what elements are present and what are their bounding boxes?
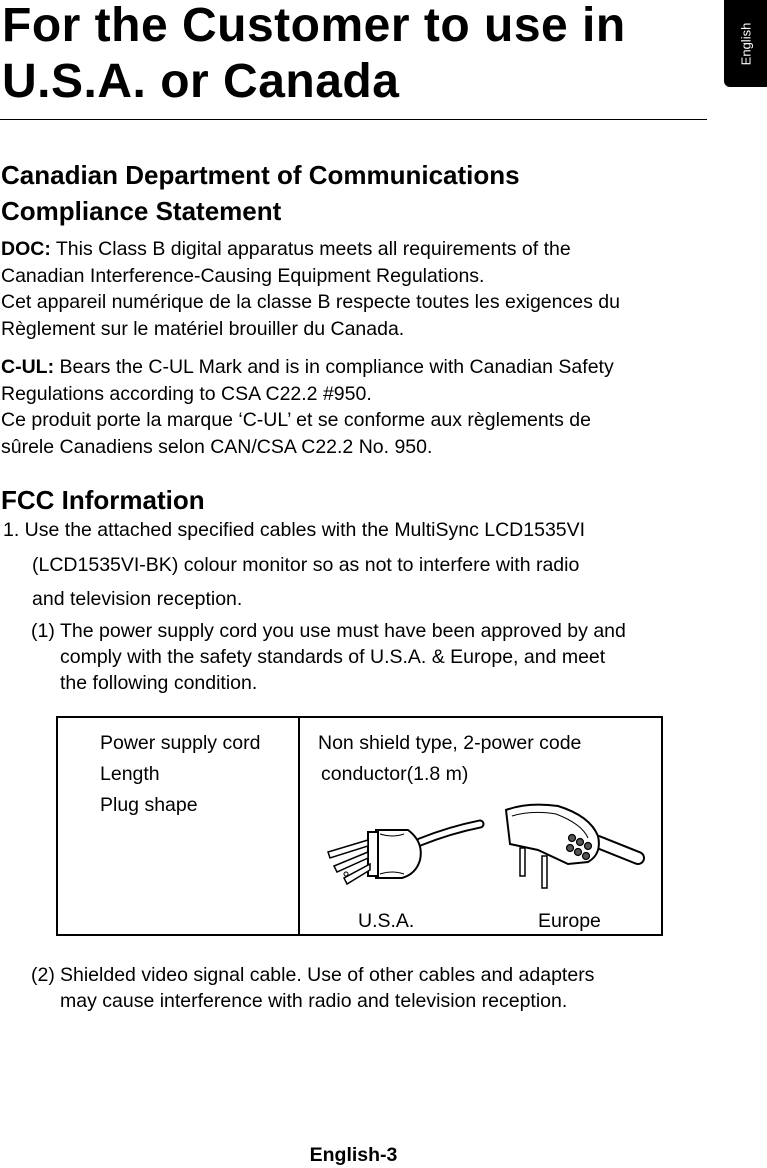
doc-line-3: Cet appareil numérique de la classe B respecte toutes les exigences du <box>1 291 620 313</box>
value-power-supply-cord: Non shield type, 2-power code <box>318 732 582 754</box>
usa-plug-icon <box>320 816 490 886</box>
page-title <box>2 0 702 110</box>
value-length: conductor(1.8 m) <box>321 763 469 785</box>
cul-line-2: Regulations according to CSA C22.2 #950. <box>1 382 372 405</box>
power-cord-spec-table <box>56 716 663 936</box>
label-power-supply-cord: Power supply cord <box>100 732 261 754</box>
canadian-heading <box>1 157 520 229</box>
cul-line-4: sûrele Canadiens selon CAN/CSA C22.2 No. 950. <box>1 435 433 458</box>
fcc-item-1-line-2: (LCD1535VI-BK) colour monitor so as not to interfere with radio <box>32 554 580 576</box>
fcc-item-1-line-1: 1. Use the attached specified cables with the MultiSync LCD1535VI <box>3 519 586 541</box>
canadian-heading-line-2: Compliance Statement <box>1 196 282 226</box>
cul-line-3: Ce produit porte la marque ‘C-UL’ et se conforme aux règlements de <box>1 409 591 431</box>
sub-item-2-line-1: Shielded video signal cable. Use of other cables and adapters <box>60 964 595 986</box>
doc-line-1: This Class B digital apparatus meets all requirements of the <box>50 238 571 260</box>
cul-line-1: Bears the C-UL Mark and is in compliance with Canadian Safety <box>54 356 614 378</box>
plug-label-usa: U.S.A. <box>358 910 415 932</box>
cul-statement <box>1 354 711 460</box>
sub-item-1-line-2: comply with the safety standards of U.S.A. & Europe, and meet <box>60 646 606 668</box>
doc-statement <box>1 236 711 342</box>
canadian-heading-line-1: Canadian Department of Communications <box>1 160 520 190</box>
doc-line-4: Règlement sur le matériel brouiller du Canada. <box>1 317 405 340</box>
doc-label: DOC: <box>1 238 51 260</box>
label-plug-shape: Plug shape <box>100 794 198 816</box>
page-number: English-3 <box>309 1144 398 1166</box>
sub-item-2-line-2: may cause interference with radio and television reception. <box>60 990 568 1012</box>
fcc-heading: FCC Information <box>1 485 205 515</box>
sub-item-2-number: (2) <box>31 964 55 986</box>
title-divider <box>0 119 707 120</box>
label-length: Length <box>100 763 160 785</box>
title-line-2: U.S.A. or Canada <box>2 55 400 108</box>
sub-item-1-line-1: The power supply cord you use must have been approved by and <box>60 620 626 642</box>
sub-item-1-line-3: the following condition. <box>60 672 258 694</box>
cul-label: C-UL: <box>1 356 55 378</box>
title-line-1: For the Customer to use in <box>2 0 626 52</box>
language-tab <box>724 0 767 87</box>
table-column-divider <box>298 718 300 934</box>
fcc-item-1-line-3: and television reception. <box>32 588 243 610</box>
language-tab-label: English <box>738 22 753 65</box>
europe-plug-icon <box>498 802 658 892</box>
doc-line-2: Canadian Interference-Causing Equipment Regulations. <box>1 264 485 287</box>
sub-item-1-number: (1) <box>31 620 55 642</box>
plug-label-europe: Europe <box>538 910 601 932</box>
